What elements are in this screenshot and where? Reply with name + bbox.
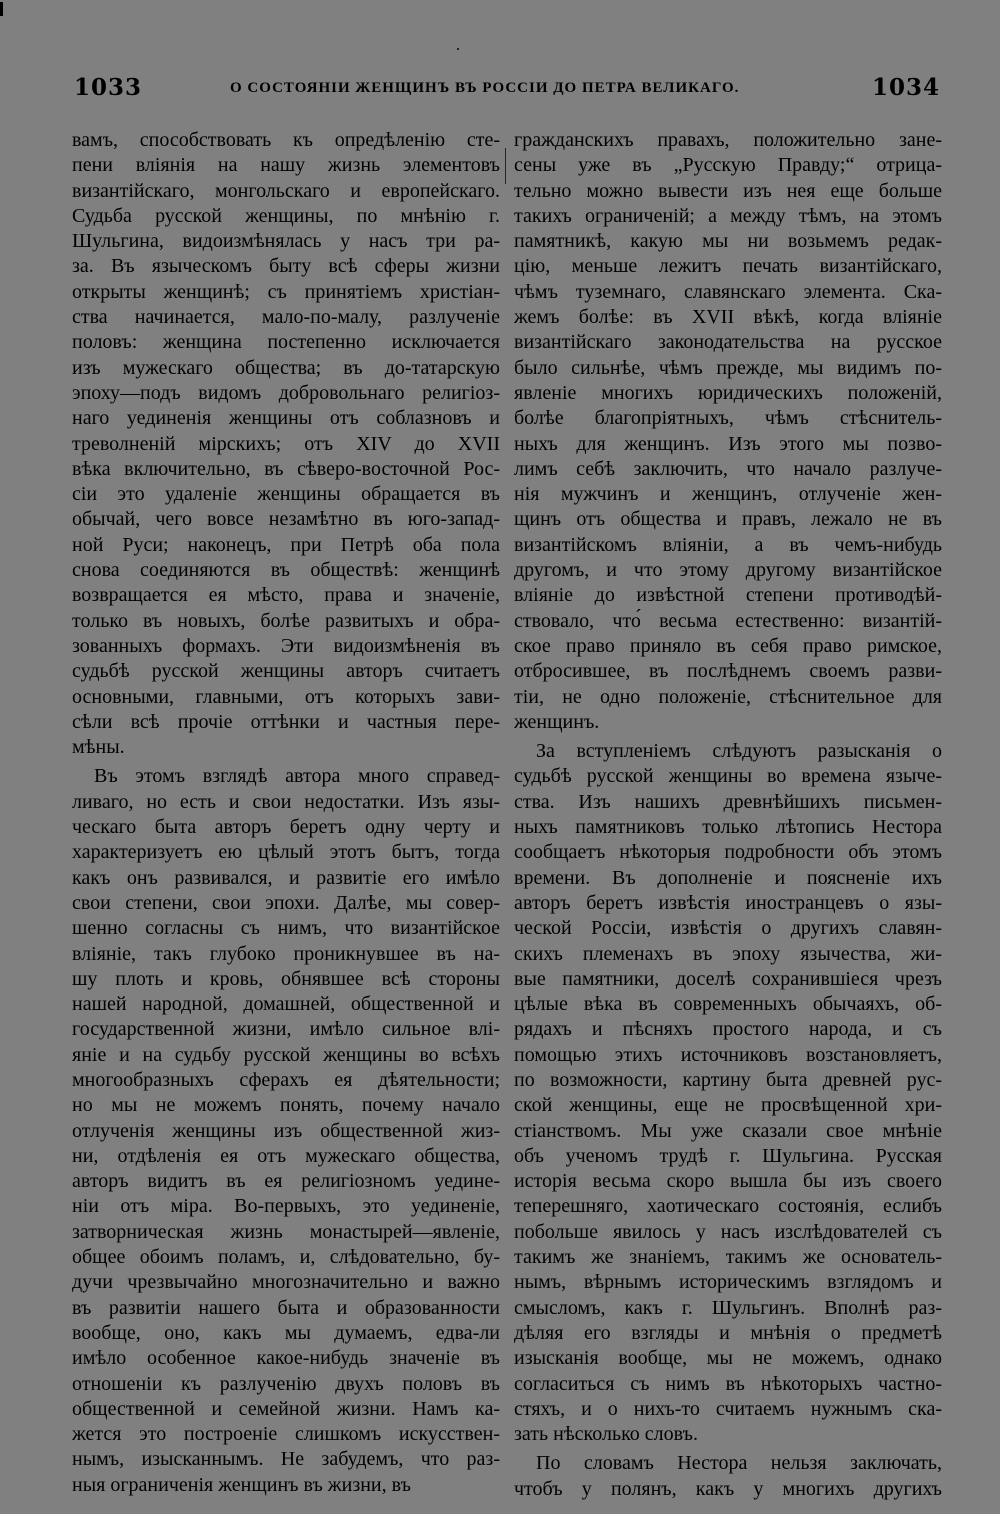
text-line: ливаго, но есть и свои недостатки. Изъ язы- — [72, 790, 500, 813]
text-line: отлученія женщины изъ общественной жиз- — [72, 1119, 500, 1142]
text-line: нымъ, изысканнымъ. Не забудемъ, что раз- — [72, 1448, 500, 1471]
scan-edge-mark — [0, 2, 3, 16]
text-line: стяхъ, и о нихъ-то считаемъ нужнымъ ска- — [514, 1397, 942, 1420]
text-line: болѣе благопріятныхъ, чѣмъ стѣснитель- — [514, 407, 942, 430]
text-line: смысломъ, какъ г. Шульгинъ. Вполнѣ раз- — [514, 1296, 942, 1319]
text-line: по возможности, картину быта древней рус- — [514, 1068, 942, 1091]
page-header — [74, 74, 946, 110]
text-line: Шульгина, видоизмѣнялась у насъ три ра- — [72, 230, 500, 253]
text-line: зованныхъ формахъ. Эти видоизмѣненія въ — [72, 634, 500, 657]
text-line: ческой Россіи, извѣстія о другихъ славян- — [514, 917, 942, 940]
text-line: Въ этомъ взглядѣ автора много справед- — [94, 765, 500, 788]
text-line: вѣка включительно, въ сѣверо-восточной Рос- — [72, 457, 500, 480]
text-line: ской женщины, еще не просвѣщенной хри- — [514, 1094, 942, 1117]
text-line: авторъ беретъ извѣстія иностранцевъ о язы- — [514, 891, 942, 914]
text-line: нашей народной, домашней, общественной и — [72, 993, 500, 1016]
text-line: возвращается ея мѣсто, права и значеніе, — [72, 584, 500, 607]
page-number-right: 1034 — [871, 74, 940, 101]
text-line: Судьба русской женщины, по мнѣнію г. — [72, 204, 500, 227]
text-line: ныхъ памятниковъ только лѣтопись Нестора — [514, 816, 942, 839]
left-column — [72, 128, 500, 1498]
text-line: наго уединенія женщины отъ соблазновъ и — [72, 407, 500, 430]
text-line: гражданскихъ правахъ, положительно зане- — [514, 129, 942, 151]
text-line: было сильнѣе, чѣмъ прежде, мы видимъ по- — [514, 356, 942, 379]
text-line: только въ новыхъ, болѣе развитыхъ и обра- — [72, 609, 500, 632]
text-line: По словамъ Нестора нельзя заключать, — [536, 1452, 942, 1475]
text-line: ныя ограниченія женщинъ въ жизни, въ — [72, 1473, 411, 1496]
text-line: вліяніе до извѣстной степени противодѣй- — [514, 584, 942, 607]
text-line: шу плоть и кровь, обнявшее всѣ стороны — [72, 967, 500, 990]
text-line: другомъ, и что этому другому византійское — [514, 559, 942, 582]
text-line: цію, меньше лежитъ печать византійскаго, — [514, 255, 942, 278]
text-line: въ развитіи нашего быта и образованности — [72, 1296, 500, 1319]
text-line: судьбѣ русской женщины авторъ считаетъ — [72, 660, 500, 683]
text-line: исторія весьма скоро вышла бы изъ своего — [514, 1170, 942, 1193]
running-title: О СОСТОЯНІИ ЖЕНЩИНЪ ВЪ РОССІИ ДО ПЕТРА ВЕЛИКАГО. — [230, 80, 740, 96]
text-line: рядахъ и пѣсняхъ простого народа, и съ — [514, 1018, 942, 1041]
text-line: общее обоимъ поламъ, и, слѣдовательно, бу- — [72, 1246, 500, 1269]
text-line: треволненій мірскихъ; отъ XIV до XVII — [72, 432, 500, 455]
text-line: какъ онъ развивался, и развитіе его имѣло — [72, 866, 500, 889]
text-line: ни, отдѣленія ея отъ мужескаго общества, — [72, 1144, 500, 1167]
text-line: чѣмъ туземнаго, славянскаго элемента. Ска- — [514, 280, 942, 303]
text-line: отбросившее, въ послѣднемъ своемъ разви- — [514, 660, 942, 683]
text-line: характеризуетъ ею цѣлый этотъ бытъ, тогда — [72, 841, 500, 864]
text-line: нымъ, вѣрнымъ историческимъ взглядомъ и — [514, 1271, 942, 1294]
text-line: изъ мужескаго общества; въ до-татарскую — [72, 356, 500, 379]
text-line: мѣны. — [72, 736, 125, 759]
text-line: имѣло особенное какое-нибудь значеніе въ — [72, 1347, 500, 1370]
text-line: вые памятники, доселѣ сохранившіеся чрезъ — [514, 967, 942, 990]
text-line: цѣлые вѣка въ современныхъ обычаяхъ, об- — [514, 993, 942, 1016]
text-line: изысканія вообще, мы не можемъ, однако — [514, 1347, 942, 1370]
text-line: отношеніи къ разлученію двухъ половъ въ — [72, 1372, 500, 1395]
text-line: дѣляя его взгляды и мнѣнія о предметѣ — [514, 1321, 942, 1344]
text-line: тельно можно вывести изъ нея еще больше — [514, 179, 942, 202]
text-line: ствовало, что́ весьма естественно: византій- — [514, 609, 942, 632]
text-line: пени вліянія на нашу жизнь элементовъ — [72, 154, 500, 177]
text-line: обычай, чего вовсе незамѣтно въ юго-запад- — [72, 508, 500, 531]
text-line: согласиться съ нимъ въ нѣкоторыхъ частно- — [514, 1372, 942, 1395]
column-rule — [505, 148, 506, 184]
text-line: нія мужчинъ и женщинъ, отлученіе жен- — [514, 483, 942, 506]
text-line: ства. Изъ нашихъ древнѣйшихъ письмен- — [514, 790, 942, 813]
text-line: авторъ видитъ въ ея религіозномъ уедине- — [72, 1170, 500, 1193]
text-line: свои степени, свои эпохи. Далѣе, мы совер- — [72, 891, 500, 914]
text-line: тіи, не одно положеніе, стѣснительное для — [514, 685, 942, 708]
text-line: снова соединяются въ обществѣ: женщинѣ — [72, 559, 500, 582]
text-line: щинъ отъ общества и правъ, лежало не въ — [514, 508, 942, 531]
text-line: сены уже въ „Русскую Правду;“ отрица- — [514, 154, 942, 177]
text-line: явленіе многихъ юридическихъ положеній, — [514, 381, 942, 404]
text-line: сѣли всѣ прочіе оттѣнки и частныя пере- — [72, 710, 500, 733]
text-line: ніи отъ міра. Во-первыхъ, это уединеніе, — [72, 1195, 500, 1218]
right-column — [514, 128, 942, 1502]
text-line: чтобъ у полянъ, какъ у многихъ другихъ — [514, 1477, 942, 1500]
text-line: ства начинается, мало-по-малу, разлученіе — [72, 306, 500, 329]
text-line: государственной жизни, имѣло сильное влі- — [72, 1018, 500, 1041]
text-line: открыты женщинѣ; съ принятіемъ христіан- — [72, 280, 500, 303]
text-line: шенно согласны съ нимъ, что византійское — [72, 917, 500, 940]
text-line: побольше явилось у насъ изслѣдователей съ — [514, 1220, 942, 1243]
text-line: эпоху—подъ видомъ добровольнаго религіоз- — [72, 381, 500, 404]
text-line: такихъ ограниченій; а между тѣмъ, на этомъ — [514, 204, 942, 227]
text-line: за. Въ языческомъ быту всѣ сферы жизни — [72, 255, 500, 278]
text-line: жемъ болѣе: въ XVII вѣкѣ, когда вліяніе — [514, 306, 942, 329]
text-line: яніе и на судьбу русской женщины во всѣхъ — [72, 1043, 500, 1066]
text-line: помощью этихъ источниковъ возстановляетъ, — [514, 1043, 942, 1066]
text-line: теперешняго, хаотическаго состоянія, еслибъ — [514, 1195, 942, 1218]
text-line: затворническая жизнь монастырей—явленіе, — [72, 1220, 500, 1243]
page-number-left: 1033 — [74, 74, 143, 101]
text-line: сіи это удаленіе женщины обращается въ — [72, 483, 500, 506]
text-line: ныхъ для женщинъ. Изъ этого мы позво- — [514, 432, 942, 455]
text-line: половъ: женщина постепенно исключается — [72, 331, 500, 354]
scan-dust-mark — [457, 48, 459, 50]
text-line: женщинъ. — [514, 710, 600, 733]
text-line: объ ученомъ трудѣ г. Шульгина. Русская — [514, 1144, 942, 1167]
text-line: стіанствомъ. Мы уже сказали свое мнѣніе — [514, 1119, 942, 1142]
text-line: такимъ же знаніемъ, такимъ же основатель- — [514, 1246, 942, 1269]
text-line: судьбѣ русской женщины во времена языче- — [514, 765, 942, 788]
text-line: вліяніе, такъ глубоко проникнувшее въ на- — [72, 942, 500, 965]
text-line: времени. Въ дополненіе и поясненіе ихъ — [514, 866, 942, 889]
text-line: многообразныхъ сферахъ ея дѣятельности; — [72, 1068, 500, 1091]
text-line: византійскаго законодательства на русское — [514, 331, 942, 354]
text-line: ское право приняло въ себя право римское, — [514, 634, 942, 657]
text-line: общественной и семейной жизни. Намъ ка- — [72, 1397, 500, 1420]
text-line: жется это построеніе слишкомъ искусствен- — [72, 1423, 500, 1446]
text-line: дучи чрезвычайно многозначительно и важно — [72, 1271, 500, 1294]
text-line: скихъ племенахъ въ эпоху язычества, жи- — [514, 942, 942, 965]
text-line: За вступленіемъ слѣдуютъ разысканія о — [536, 740, 942, 763]
text-line: вамъ, способствовать къ опредѣленію сте- — [72, 129, 500, 151]
text-line: ной Руси; наконецъ, при Петрѣ оба пола — [72, 533, 500, 556]
text-line: византійскомъ вліяніи, а въ чемъ-нибудь — [514, 533, 942, 556]
text-line: но мы не можемъ понять, почему начало — [72, 1094, 500, 1117]
text-line: основными, главными, отъ которыхъ зави- — [72, 685, 500, 708]
text-line: зать нѣсколько словъ. — [514, 1423, 698, 1446]
text-line: византійскаго, монгольскаго и европейскаго. — [72, 179, 500, 202]
text-line: вообще, оно, какъ мы думаемъ, едва-ли — [72, 1321, 500, 1344]
text-line: ческаго быта авторъ беретъ одну черту и — [72, 816, 500, 839]
text-line: сообщаетъ нѣкоторыя подробности объ этомъ — [514, 841, 942, 864]
text-line: лимъ себѣ заключить, что начало разлуче- — [514, 457, 942, 480]
text-line: памятникѣ, какую мы ни возьмемъ редак- — [514, 230, 942, 253]
